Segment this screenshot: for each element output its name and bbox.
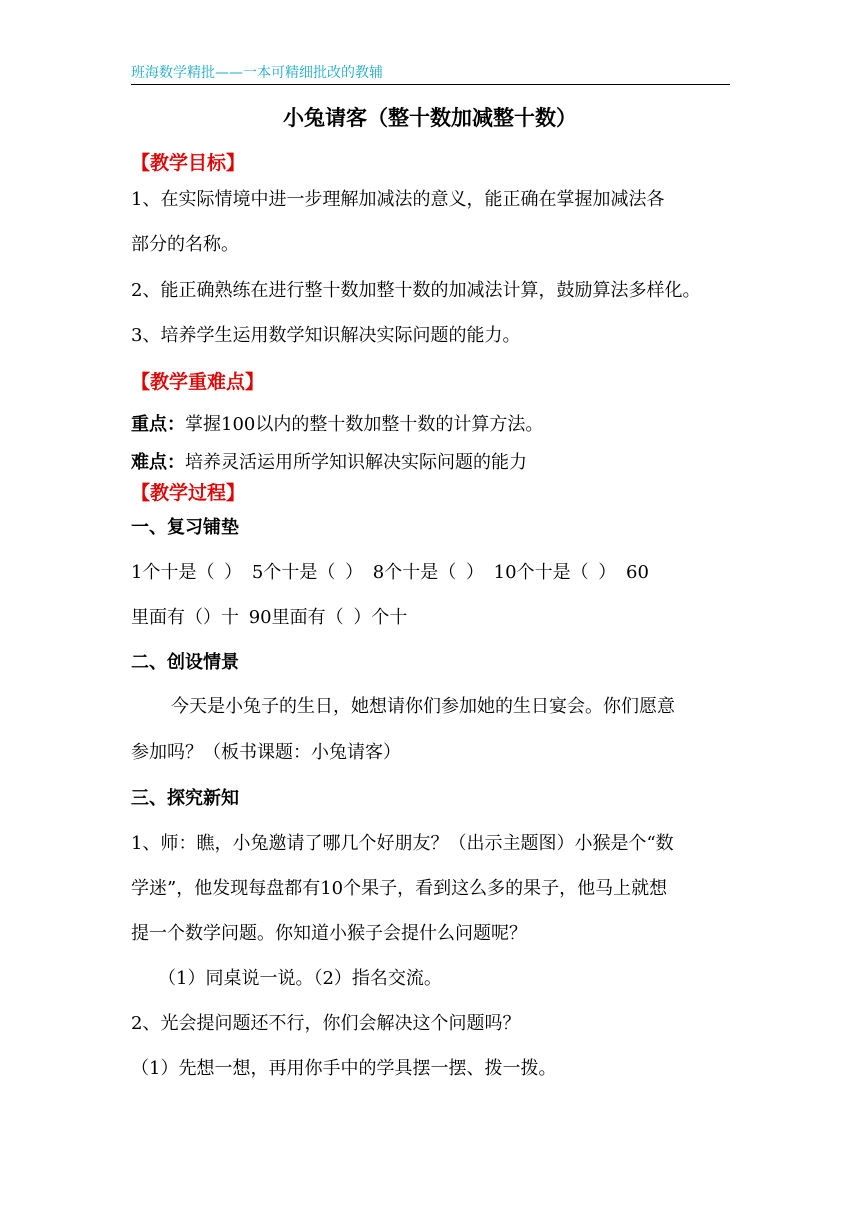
difficulty-text: 培养灵活运用所学知识解决实际问题的能力 [185,452,527,473]
page-header: 班海数学精批——一本可精细批改的教辅 [131,65,383,81]
header-divider [131,84,730,85]
difficulty-line [131,448,527,474]
review-line-2: 里面有（）十 90里面有（ ）个十 [131,607,408,628]
explore-heading: 三、探究新知 [131,788,239,809]
key-point-text: 掌握100以内的整十数加整十数的计算方法。 [185,414,544,435]
explore-line-5: 2、光会提问题还不行，你们会解决这个问题吗？ [131,1013,521,1034]
review-heading: 一、复习铺垫 [131,517,239,538]
explore-line-2: 学迷”，他发现每盘都有10个果子，看到这么多的果子，他马上就想 [131,878,668,899]
document-title: 小兔请客（整十数加减整十数） [283,105,577,130]
objective-line-4: 3、培养学生运用数学知识解决实际问题的能力。 [131,325,521,346]
objective-line-1: 1、在实际情境中进一步理解加减法的意义，能正确在掌握加减法各 [131,189,665,210]
objectives-heading: 【教学目标】 [131,152,246,174]
scenario-line-1: 今天是小兔子的生日，她想请你们参加她的生日宴会。你们愿意 [171,696,675,717]
difficulty-label: 难点： [131,452,185,473]
process-heading: 【教学过程】 [131,482,246,504]
key-points-heading: 【教学重难点】 [131,371,265,393]
objective-line-3: 2、能正确熟练在进行整十数加整十数的加减法计算，鼓励算法多样化。 [131,280,701,301]
scenario-heading: 二、创设情景 [131,652,239,673]
explore-line-4: （1）同桌说一说。（2）指名交流。 [158,968,442,989]
explore-line-3: 提一个数学问题。你知道小猴子会提什么问题呢？ [131,923,527,944]
explore-line-1: 1、师：瞧，小兔邀请了哪几个好朋友？（出示主题图）小猴是个“数 [131,833,674,854]
key-point-label: 重点： [131,414,185,435]
objective-line-2: 部分的名称。 [131,234,239,255]
review-line-1: 1个十是（ ） 5个十是（ ） 8个十是（ ） 10个十是（ ） 60 [131,562,649,583]
key-point-line [131,410,543,436]
explore-line-6: （1）先想一想，再用你手中的学具摆一摆、拨一拨。 [131,1058,557,1079]
scenario-line-2: 参加吗？（板书课题：小兔请客） [131,742,401,763]
